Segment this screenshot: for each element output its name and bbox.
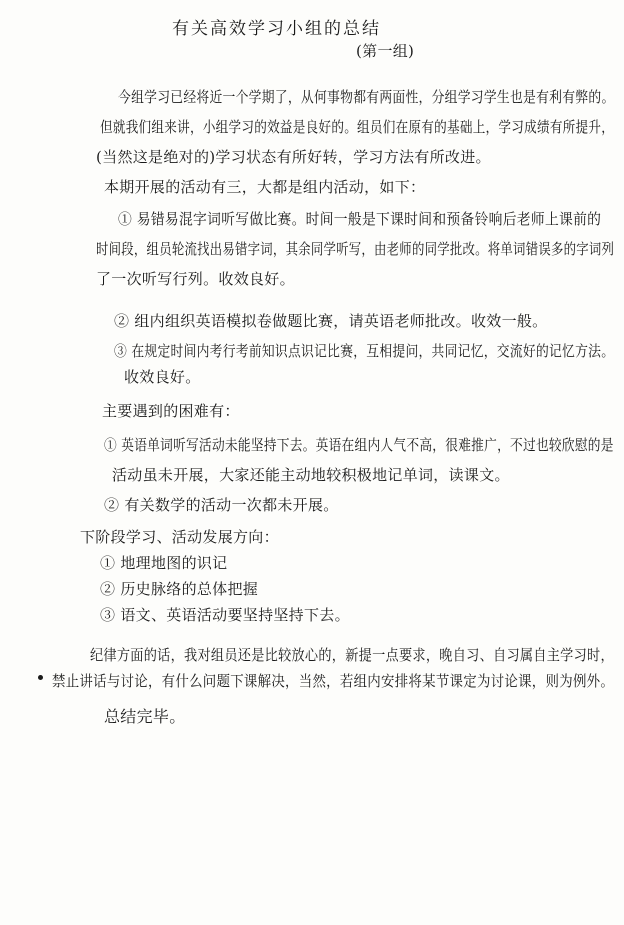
plan-heading: 下阶段学习、活动发展方向： [80, 528, 279, 546]
page-title: 有关高效学习小组的总结 [172, 19, 381, 39]
activity-1-line-3: 了一次听写行列。收效良好。 [96, 270, 295, 288]
difficulty-1-line-1: ① 英语单词听写活动未能坚持下去。英语在组内人气不高，很难推广，不过也较欣慰的是 [104, 436, 614, 454]
plan-item-1: ① 地理地图的识记 [100, 554, 228, 572]
bullet-dot [38, 675, 43, 680]
signoff: 总结完毕。 [104, 707, 186, 726]
activity-1-line-2: 时间段，组员轮流找出易错字词，其余同学听写，由老师的同学批改。将单词错误多的字词列 [96, 240, 615, 258]
closing-line-1: 纪律方面的话，我对组员还是比较放心的，新提一点要求，晚自习、自习属自主学习时， [90, 646, 614, 664]
intro-line-1: 今组学习已经将近一个学期了，从何事物都有两面性，分组学习学生也是有利有弊的。 [118, 88, 615, 106]
closing-line-2: 禁止讲话与讨论，有什么问题下课解决，当然，若组内安排将某节课定为讨论课，则为例外。 [52, 672, 615, 690]
activity-2: ② 组内组织英语模拟卷做题比赛，请英语老师批改。收效一般。 [114, 312, 548, 330]
activity-3-line-2: 收效良好。 [124, 368, 201, 386]
activity-1-line-1: ① 易错易混字词听写做比赛。时间一般是下课时间和预备铃响后老师上课前的 [118, 210, 602, 228]
difficulty-2: ② 有关数学的活动一次都未开展。 [104, 496, 339, 514]
activities-heading: 本期开展的活动有三，大都是组内活动，如下： [104, 178, 426, 196]
difficulties-heading: 主要遇到的困难有： [102, 402, 240, 420]
difficulty-1-line-2: 活动虽未开展，大家还能主动地较积极地记单词，读课文。 [112, 466, 510, 484]
activity-3-line-1: ③ 在规定时间内考行考前知识点识记比赛，互相提问，共同记忆，交流好的记忆方法。 [114, 342, 615, 360]
plan-item-2: ② 历史脉络的总体把握 [100, 580, 259, 598]
plan-item-3: ③ 语文、英语活动要坚持坚持下去。 [100, 606, 350, 624]
page-subtitle: (第一组) [356, 42, 415, 60]
intro-line-2: 但就我们组来讲，小组学习的效益是良好的。组员们在原有的基础上，学习成绩有所提升， [100, 118, 615, 136]
intro-line-3: (当然这是绝对的)学习状态有所好转，学习方法有所改进。 [96, 148, 491, 166]
